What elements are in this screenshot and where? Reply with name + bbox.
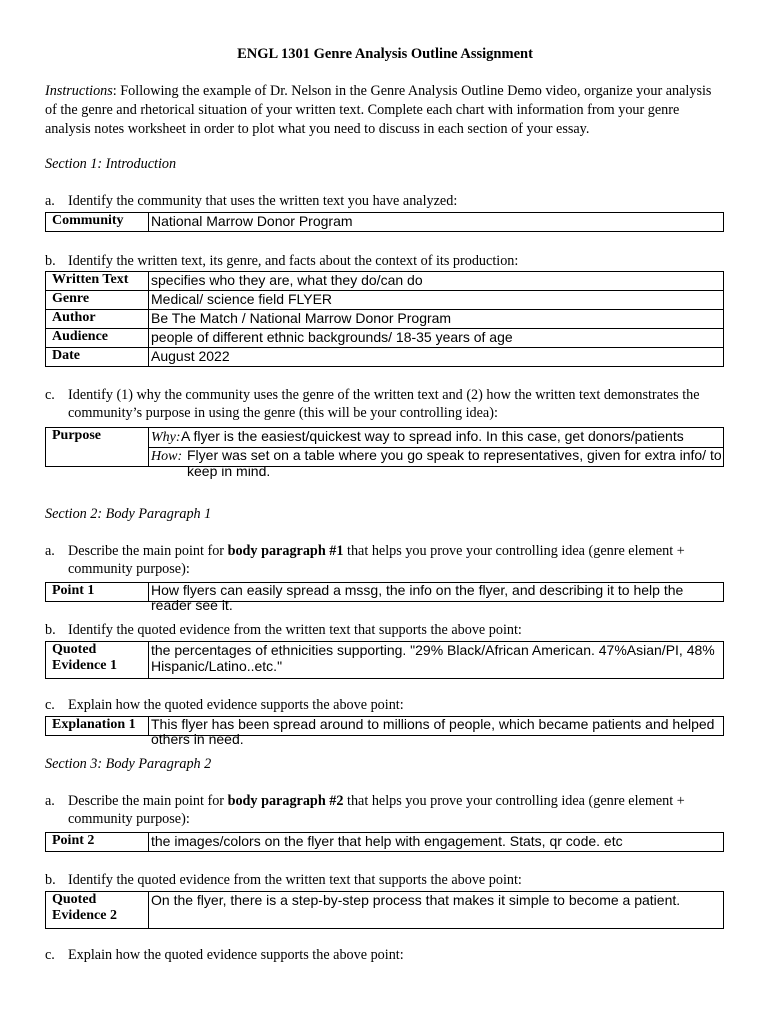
text-facts-table [45, 271, 724, 367]
section3-question-c [45, 947, 725, 965]
section1-question-b [45, 253, 725, 271]
section1-question-a [45, 193, 725, 211]
question-bold: body paragraph #1 [227, 543, 344, 559]
purpose-table [45, 427, 724, 479]
section1-question-c [45, 387, 725, 422]
author-value: Be The Match / National Marrow Donor Program [149, 310, 724, 329]
question-pre: Describe the main point for [68, 543, 228, 559]
question-label: a. [45, 193, 55, 209]
question-text: Identify the written text, its genre, and facts about the context of its production: [68, 253, 519, 269]
table-row [46, 348, 724, 367]
document-title: ENGL 1301 Genre Analysis Outline Assignment [237, 46, 533, 62]
author-key: Author [46, 310, 149, 329]
evidence2-table [45, 891, 724, 929]
table-row [46, 310, 724, 329]
community-table [45, 212, 724, 232]
evidence2-key-line2: Evidence 2 [52, 908, 117, 923]
purpose-key: Purpose [46, 428, 149, 467]
question-label: a. [45, 543, 55, 559]
instructions-label: Instructions [45, 83, 113, 99]
question-post: that helps you prove your controlling idea (genre element + community purpose): [68, 543, 685, 577]
point2-value: the images/colors on the flyer that help with engagement. Stats, qr code. etc [149, 833, 724, 852]
question-post: that helps you prove your controlling idea (genre element + community purpose): [68, 793, 685, 827]
purpose-how [149, 446, 724, 479]
question-label: c. [45, 697, 55, 713]
question-label: a. [45, 793, 55, 809]
table-row [46, 642, 724, 679]
section3-question-b [45, 872, 725, 890]
table-row [46, 583, 724, 602]
section3-question-a [45, 793, 725, 828]
how-value: Flyer was set on a table where you go speak to representatives, given for extra info/ to keep in mind. [187, 446, 722, 479]
section3-heading: Section 3: Body Paragraph 2 [45, 756, 212, 772]
question-label: c. [45, 387, 55, 403]
section2-question-b [45, 622, 725, 640]
evidence1-key-line1: Quoted [52, 642, 97, 657]
community-value: National Marrow Donor Program [149, 213, 724, 232]
genre-key: Genre [46, 291, 149, 310]
table-row [46, 213, 724, 232]
point1-key: Point 1 [46, 583, 149, 602]
point1-value: How flyers can easily spread a mssg, the info on the flyer, and describing it to help the reader see it. [151, 582, 684, 613]
table-row [46, 329, 724, 348]
point2-table [45, 832, 724, 852]
written-text-key: Written Text [46, 272, 149, 291]
written-text-value: specifies who they are, what they do/can do [149, 272, 724, 291]
section2-question-a [45, 543, 725, 578]
question-text: Explain how the quoted evidence supports the above point: [68, 947, 404, 963]
evidence1-key-line2: Evidence 1 [52, 658, 117, 673]
point1-table [45, 582, 724, 613]
point2-key: Point 2 [46, 833, 149, 852]
question-label: b. [45, 622, 56, 638]
question-text: Identify the quoted evidence from the written text that supports the above point: [68, 622, 522, 638]
section2-question-c [45, 697, 725, 715]
instructions-paragraph [45, 82, 725, 139]
question-label: c. [45, 947, 55, 963]
point1-cell [149, 582, 724, 613]
evidence2-value: On the flyer, there is a step-by-step process that makes it simple to become a patient. [149, 892, 724, 929]
table-row [46, 291, 724, 310]
evidence1-value: the percentages of ethnicities supporting. "29% Black/African American. 47%Asian/PI, 48% Hispanic/Latino..etc." [149, 642, 724, 679]
explanation1-cell [149, 716, 724, 747]
explanation1-key: Explanation 1 [46, 717, 149, 736]
why-label: Why: [151, 430, 181, 445]
section1-heading: Section 1: Introduction [45, 156, 177, 172]
section2-heading: Section 2: Body Paragraph 1 [45, 506, 212, 522]
audience-value: people of different ethnic backgrounds/ 18-35 years of age [149, 329, 724, 348]
question-text: Identify the community that uses the written text you have analyzed: [68, 193, 458, 209]
purpose-why [149, 428, 724, 448]
evidence2-key-line1: Quoted [52, 892, 97, 907]
table-row [46, 717, 724, 736]
question-text: Explain how the quoted evidence supports the above point: [68, 697, 404, 713]
table-row [46, 892, 724, 929]
question-text: Identify the quoted evidence from the written text that supports the above point: [68, 872, 522, 888]
audience-key: Audience [46, 329, 149, 348]
date-value: August 2022 [149, 348, 724, 367]
table-row [46, 833, 724, 852]
how-label: How: [151, 448, 183, 464]
explanation1-table [45, 716, 724, 747]
question-bold: body paragraph #2 [227, 793, 344, 809]
why-value: A flyer is the easiest/quickest way to spread info. In this case, get donors/patients [181, 428, 684, 444]
question-label: b. [45, 872, 56, 888]
explanation1-value: This flyer has been spread around to millions of people, which became patients and helped others in need. [151, 716, 715, 747]
table-row [46, 272, 724, 291]
genre-value: Medical/ science field FLYER [149, 291, 724, 310]
instructions-text: : Following the example of Dr. Nelson in the Genre Analysis Outline Demo video, organize your analysis of the genre and rhetorical situation of your written text. Complete each chart with information from your genre analysis notes worksheet in order to plot what you need to discuss in each section of your essay. [45, 83, 712, 137]
evidence1-table [45, 641, 724, 679]
question-pre: Describe the main point for [68, 793, 228, 809]
question-label: b. [45, 253, 56, 269]
question-text: Identify (1) why the community uses the genre of the written text and (2) how the written text demonstrates the community’s purpose in using the genre (this will be your controlling idea): [68, 387, 700, 421]
date-key: Date [46, 348, 149, 367]
community-key: Community [46, 213, 149, 232]
table-row [46, 428, 724, 448]
evidence2-key [46, 892, 149, 929]
evidence1-key [46, 642, 149, 679]
